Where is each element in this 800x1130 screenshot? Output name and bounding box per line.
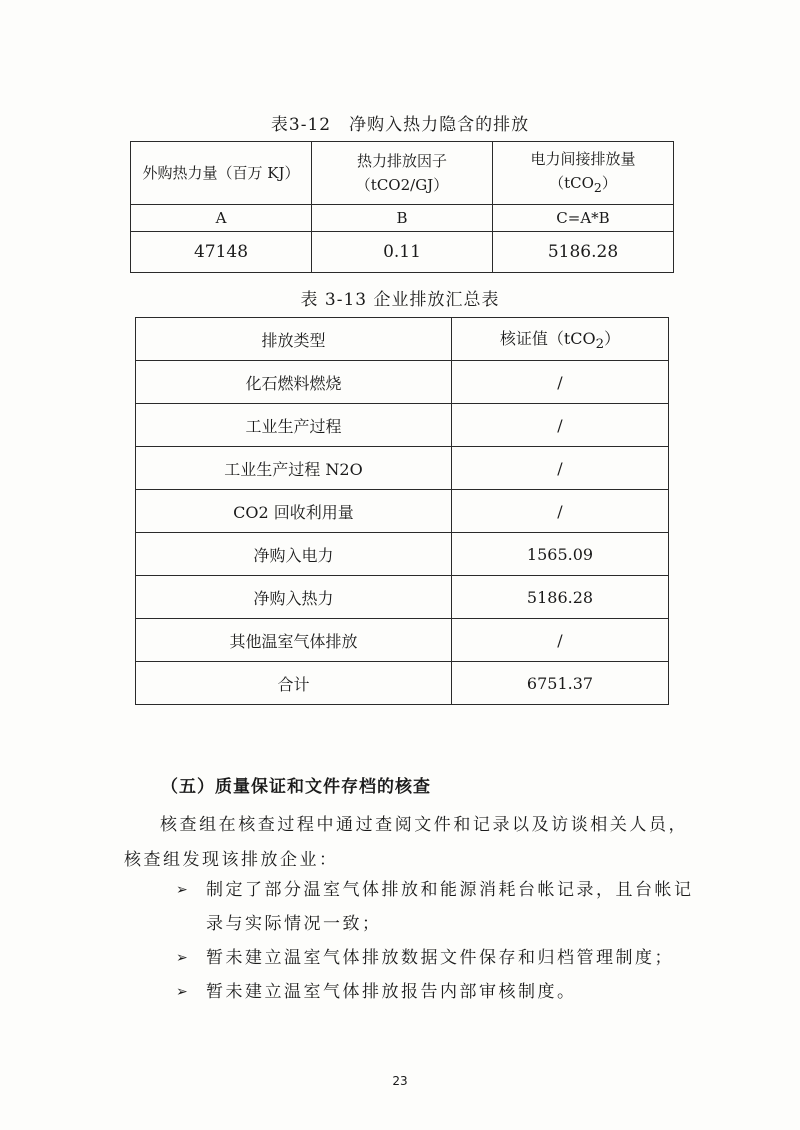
section-heading: （五）质量保证和文件存档的核查 (161, 777, 431, 797)
table-row (136, 619, 669, 662)
header-indirect-emission-line2 (493, 171, 673, 200)
row-type: 其他温室气体排放 (136, 619, 452, 662)
row-type: 化石燃料燃烧 (136, 361, 452, 404)
row-value: / (452, 361, 669, 404)
table-row (136, 576, 669, 619)
arrow-bullet-icon: ➢ (176, 882, 191, 898)
header-value-suffix: ） (604, 328, 621, 348)
row-value: 5186.28 (452, 576, 669, 619)
list-item (176, 941, 696, 975)
table-row (136, 447, 669, 490)
findings-list (176, 873, 696, 1009)
header-value-subscript: 2 (595, 337, 605, 353)
header-emission-factor-line1: 热力排放因子 (356, 152, 447, 170)
code-b: B (312, 205, 493, 232)
table-header-row (136, 318, 669, 361)
row-value: / (452, 447, 669, 490)
row-value: 1565.09 (452, 533, 669, 576)
list-item-text: 暂未建立温室气体排放数据文件保存和归档管理制度； (206, 948, 674, 968)
header-indirect-emission (493, 142, 674, 205)
header-verified-value (452, 318, 669, 361)
table-row (136, 490, 669, 533)
unit-suffix: ） (601, 173, 617, 192)
table-header-row (131, 142, 674, 205)
row-type: 合计 (136, 662, 452, 705)
row-value: / (452, 404, 669, 447)
row-type: 工业生产过程 N2O (136, 447, 452, 490)
heat-emission-table (130, 141, 674, 273)
table2-caption: 表 3-13 企业排放汇总表 (300, 290, 500, 310)
value-heat-amount: 47148 (131, 232, 312, 273)
list-item (176, 873, 696, 941)
unit-prefix: （tCO (549, 173, 594, 192)
list-item-text: 暂未建立温室气体排放报告内部审核制度。 (206, 982, 577, 1002)
arrow-bullet-icon: ➢ (176, 984, 191, 1000)
row-type: 净购入热力 (136, 576, 452, 619)
header-indirect-emission-line1: 电力间接排放量 (530, 149, 636, 168)
table-code-row (131, 205, 674, 232)
table-row (136, 404, 669, 447)
value-indirect-emission: 5186.28 (493, 232, 674, 273)
header-emission-type: 排放类型 (136, 318, 452, 361)
table-row (136, 662, 669, 705)
table1-caption: 表3-12 净购入热力隐含的排放 (270, 115, 530, 135)
table-row (136, 533, 669, 576)
row-value: / (452, 490, 669, 533)
header-emission-factor (312, 142, 493, 205)
unit-subscript: 2 (593, 179, 602, 195)
code-c: C=A*B (493, 205, 674, 232)
code-a: A (131, 205, 312, 232)
arrow-bullet-icon: ➢ (176, 950, 191, 966)
page-number: 23 (392, 1074, 408, 1088)
header-emission-factor-line2: （tCO2/GJ） (355, 176, 449, 194)
header-heat-amount: 外购热力量（百万 KJ） (131, 142, 312, 205)
list-item-text: 制定了部分温室气体排放和能源消耗台帐记录，且台帐记录与实际情况一致； (206, 880, 694, 934)
value-emission-factor: 0.11 (312, 232, 493, 273)
row-type: 净购入电力 (136, 533, 452, 576)
row-value: 6751.37 (452, 662, 669, 705)
row-type: CO2 回收利用量 (136, 490, 452, 533)
row-value: / (452, 619, 669, 662)
table-value-row (131, 232, 674, 273)
emission-summary-table (135, 317, 669, 705)
list-item (176, 975, 696, 1009)
table-row (136, 361, 669, 404)
row-type: 工业生产过程 (136, 404, 452, 447)
header-value-prefix: 核证值（tCO (499, 328, 596, 348)
section-paragraph: 核查组在核查过程中通过查阅文件和记录以及访谈相关人员，核查组发现该排放企业： (124, 815, 688, 870)
